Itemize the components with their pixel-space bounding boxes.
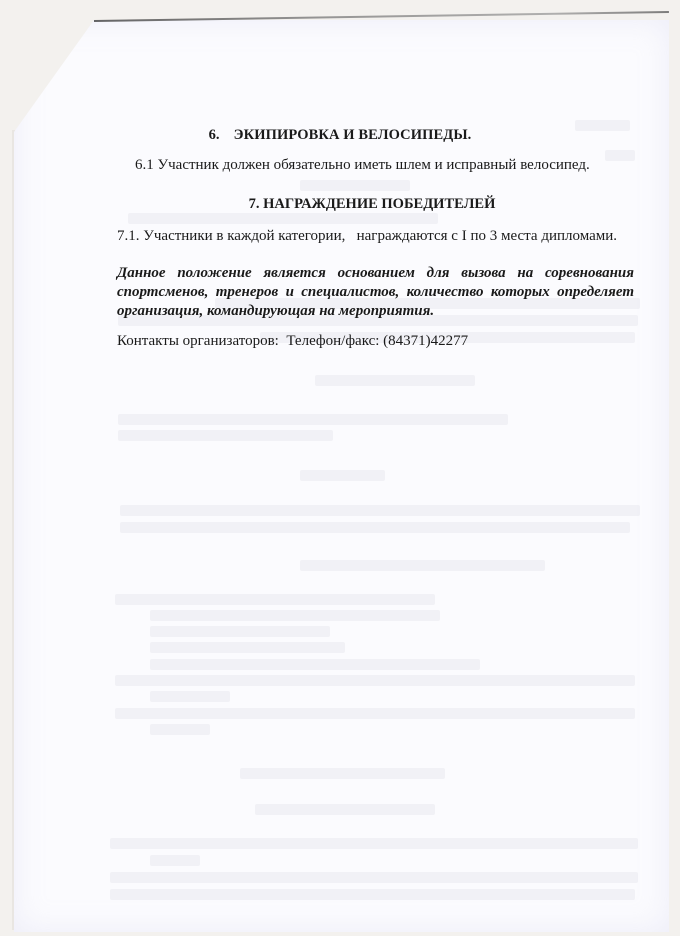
contacts-line	[117, 333, 468, 350]
notice-paragraph: Данное положение является основанием для вызова на соревнования спортсменов, тренеров и специалистов, количество которых определяет организация, командирующая на мероприятия.	[117, 265, 634, 319]
section-6-heading	[0, 127, 680, 144]
item-7-1: 7.1. Участники в каждой категории, награждаются с I по 3 места дипломами.	[117, 228, 618, 244]
contacts-label: Контакты организаторов:	[117, 333, 279, 349]
section-6-number: 6.	[208, 127, 220, 143]
section-7-heading: 7. НАГРАЖДЕНИЕ ПОБЕДИТЕЛЕЙ	[248, 196, 496, 212]
item-6-1: 6.1 Участник должен обязательно иметь шлем и исправный велосипед.	[135, 157, 590, 173]
section-6-title: ЭКИПИРОВКА И ВЕЛОСИПЕДЫ.	[233, 127, 472, 143]
contacts-phone: Телефон/факс: (84371)42277	[286, 333, 469, 349]
